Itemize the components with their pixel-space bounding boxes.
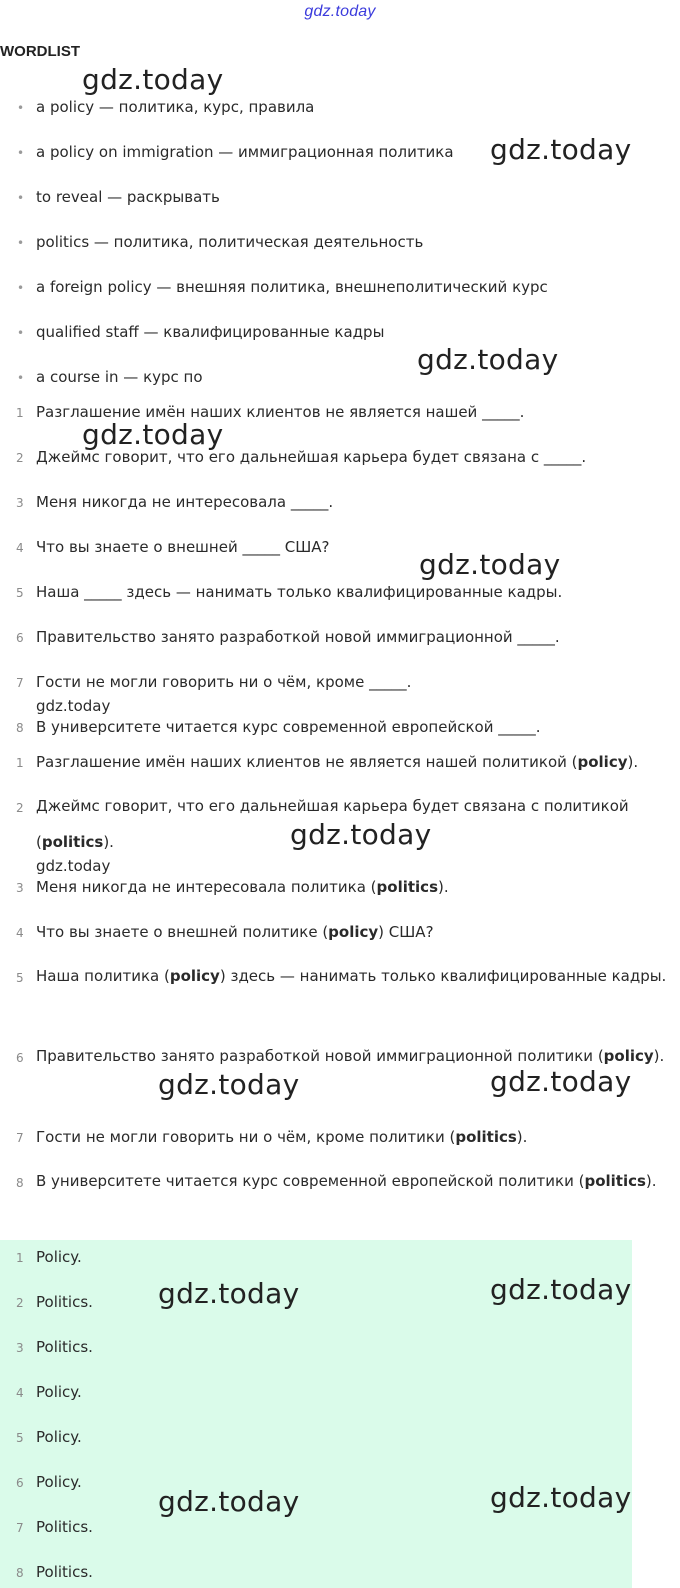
item-number: 5 bbox=[16, 586, 24, 600]
translation-sentence: Наша политика (policy) здесь — нанимать только квалифицированные кадры. bbox=[36, 967, 667, 985]
watermark: gdz.today bbox=[290, 818, 432, 851]
answer: Politics. bbox=[36, 1293, 93, 1311]
answer: Policy. bbox=[36, 1383, 82, 1401]
exercise-sentence: Джеймс говорит, что его дальнейшая карьера будет связана с _____. bbox=[36, 448, 587, 466]
watermark: gdz.today bbox=[82, 63, 224, 96]
item-number: 8 bbox=[16, 721, 24, 735]
item-number: 8 bbox=[16, 1176, 24, 1190]
item-number: 3 bbox=[16, 1341, 24, 1355]
exercise-sentence: Меня никогда не интересовала _____. bbox=[36, 493, 334, 511]
watermark: gdz.today bbox=[158, 1277, 300, 1310]
item-number: 2 bbox=[16, 451, 24, 465]
answer: Policy. bbox=[36, 1473, 82, 1491]
wordlist-item: a policy — политика, курс, правила bbox=[36, 98, 315, 116]
exercise-sentence: Наша _____ здесь — нанимать только квалифицированные кадры. bbox=[36, 583, 563, 601]
item-number: 8 bbox=[16, 1566, 24, 1580]
item-number: 6 bbox=[16, 1476, 24, 1490]
wordlist-item: politics — политика, политическая деятельность bbox=[36, 233, 424, 251]
translation-sentence: Меня никогда не интересовала политика (politics). bbox=[36, 878, 449, 896]
item-number: 1 bbox=[16, 756, 24, 770]
bullet-icon: • bbox=[17, 146, 25, 160]
item-number: 4 bbox=[16, 541, 24, 555]
answer: Policy. bbox=[36, 1248, 82, 1266]
exercise-sentence: Разглашение имён наших клиентов не является нашей _____. bbox=[36, 403, 525, 421]
item-number: 5 bbox=[16, 1431, 24, 1445]
translation-sentence: Гости не могли говорить ни о чём, кроме политики (politics). bbox=[36, 1128, 528, 1146]
item-number: 4 bbox=[16, 926, 24, 940]
watermark: gdz.today bbox=[158, 1485, 300, 1518]
bullet-icon: • bbox=[17, 101, 25, 115]
item-number: 1 bbox=[16, 406, 24, 420]
watermark: gdz.today bbox=[36, 697, 111, 715]
answer: Politics. bbox=[36, 1338, 93, 1356]
watermark: gdz.today bbox=[490, 1481, 632, 1514]
item-number: 4 bbox=[16, 1386, 24, 1400]
watermark: gdz.today bbox=[490, 133, 632, 166]
bullet-icon: • bbox=[17, 236, 25, 250]
wordlist-item: a policy on immigration — иммиграционная политика bbox=[36, 143, 454, 161]
item-number: 7 bbox=[16, 1131, 24, 1145]
translation-sentence: Разглашение имён наших клиентов не является нашей политикой (policy). bbox=[36, 753, 639, 771]
watermark: gdz.today bbox=[82, 418, 224, 451]
watermark: gdz.today bbox=[490, 1065, 632, 1098]
site-mark[interactable]: gdz.today bbox=[304, 3, 376, 20]
bullet-icon: • bbox=[17, 191, 25, 205]
exercise-sentence: Правительство занято разработкой новой иммиграционной _____. bbox=[36, 628, 560, 646]
item-number: 6 bbox=[16, 631, 24, 645]
translation-sentence: Правительство занято разработкой новой иммиграционной политики (policy). bbox=[36, 1047, 665, 1065]
translation-sentence: Джеймс говорит, что его дальнейшая карьера будет связана с политикой (politics). bbox=[36, 797, 629, 851]
translation-sentence: Что вы знаете о внешней политике (policy) США? bbox=[36, 923, 434, 941]
watermark: gdz.today bbox=[490, 1273, 632, 1306]
bullet-icon: • bbox=[17, 326, 25, 340]
exercise-sentence: Что вы знаете о внешней _____ США? bbox=[36, 538, 330, 556]
translation-sentence: В университете читается курс современной европейской политики (politics). bbox=[36, 1172, 657, 1190]
answer: Policy. bbox=[36, 1428, 82, 1446]
wordlist-item: qualified staff — квалифицированные кадры bbox=[36, 323, 385, 341]
exercise-sentence: В университете читается курс современной европейской _____. bbox=[36, 718, 541, 736]
item-number: 1 bbox=[16, 1251, 24, 1265]
wordlist-item: a course in — курс по bbox=[36, 368, 203, 386]
answer: Politics. bbox=[36, 1518, 93, 1536]
watermark: gdz.today bbox=[158, 1068, 300, 1101]
watermark: gdz.today bbox=[36, 857, 111, 875]
answer: Politics. bbox=[36, 1563, 93, 1581]
wordlist-item: a foreign policy — внешняя политика, внешнеполитический курс bbox=[36, 278, 548, 296]
item-number: 2 bbox=[16, 1296, 24, 1310]
item-number: 6 bbox=[16, 1051, 24, 1065]
item-number: 3 bbox=[16, 881, 24, 895]
wordlist-heading: WORDLIST bbox=[0, 43, 80, 60]
bullet-icon: • bbox=[17, 281, 25, 295]
wordlist-item: to reveal — раскрывать bbox=[36, 188, 220, 206]
exercise-sentence: Гости не могли говорить ни о чём, кроме _____. bbox=[36, 673, 412, 691]
item-number: 3 bbox=[16, 496, 24, 510]
item-number: 2 bbox=[16, 801, 24, 815]
watermark: gdz.today bbox=[417, 343, 559, 376]
item-number: 7 bbox=[16, 1521, 24, 1535]
bullet-icon: • bbox=[17, 371, 25, 385]
item-number: 7 bbox=[16, 676, 24, 690]
item-number: 5 bbox=[16, 971, 24, 985]
watermark: gdz.today bbox=[419, 548, 561, 581]
